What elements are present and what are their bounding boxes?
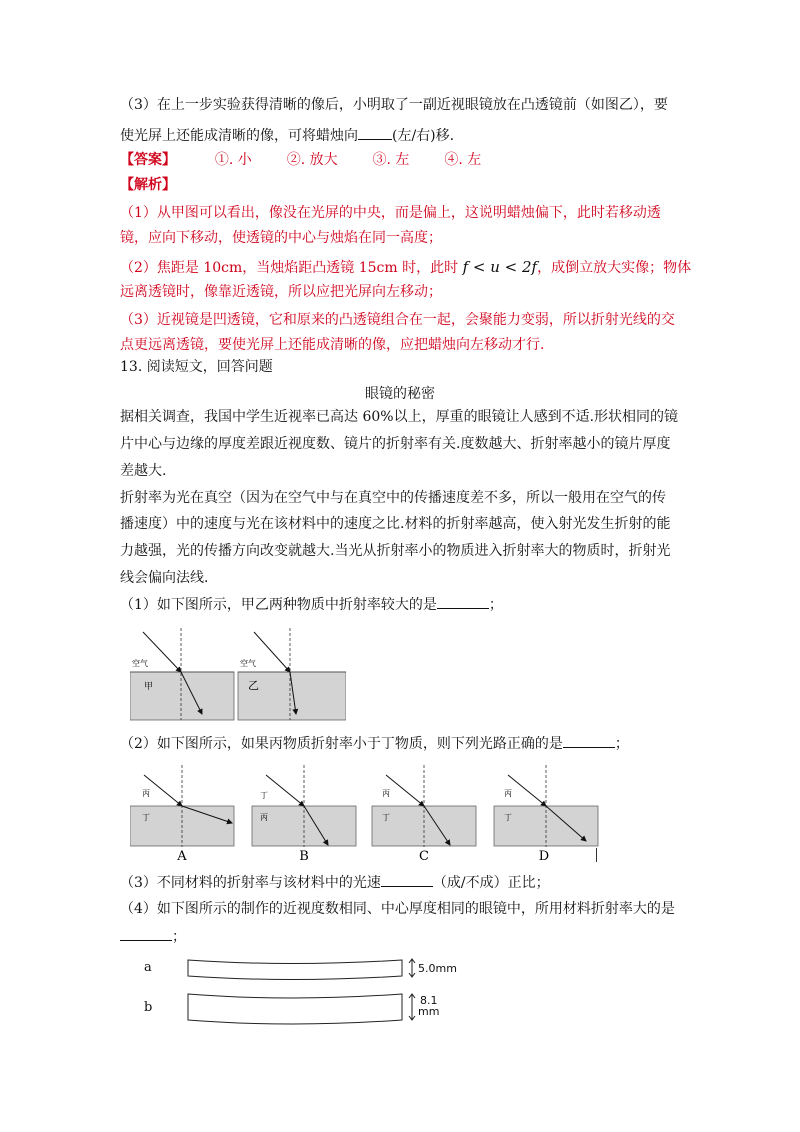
answer-blank bbox=[120, 926, 172, 941]
cursor-bar bbox=[596, 848, 597, 862]
answer-line bbox=[120, 150, 481, 170]
para2-l4: 线会偏向法线. bbox=[120, 570, 209, 586]
lens-a bbox=[188, 960, 402, 980]
option-b-diagram bbox=[252, 765, 356, 864]
sub-q1-text: （1）如下图所示，甲乙两种物质中折射率较大的是 bbox=[120, 597, 437, 613]
q3-line2 bbox=[120, 125, 454, 146]
ding-label: 丁 bbox=[504, 813, 512, 822]
bing-label: 丙 bbox=[260, 813, 268, 822]
sub-question-1 bbox=[120, 594, 503, 615]
option-c-diagram bbox=[372, 765, 476, 864]
option-b-label: B bbox=[299, 849, 309, 864]
answer-label: 【答案】 bbox=[120, 152, 176, 168]
answer-blank bbox=[437, 594, 489, 609]
q3-line2-pre: 使光屏上还能成清晰的像，可将蜡烛向 bbox=[120, 128, 358, 144]
para1-l1: 据相关调查，我国中学生近视率已高达 60%以上，厚重的眼镜让人感到不适.形状相同的镜 bbox=[120, 409, 679, 425]
sub-question-3 bbox=[120, 872, 550, 893]
option-d-label: D bbox=[538, 849, 550, 864]
answer-item: ①. 小 bbox=[214, 152, 252, 168]
refraction-options-figure bbox=[130, 765, 600, 865]
bing-label: 丙 bbox=[142, 789, 150, 798]
article-title: 眼镜的秘密 bbox=[365, 386, 435, 402]
analysis-p2-post: ，成倒立放大实像；物体 bbox=[537, 260, 692, 276]
answer-blank bbox=[381, 872, 433, 887]
sub-question-4: （4）如下图所示的制作的近视度数相同、中心厚度相同的眼镜中，所用材料折射率大的是 bbox=[120, 901, 675, 917]
refraction-figure-jia-yi bbox=[130, 628, 346, 722]
q13-heading: 13. 阅读短文，回答问题 bbox=[120, 359, 273, 375]
incident-ray bbox=[143, 632, 181, 672]
answer-blank bbox=[358, 125, 392, 140]
answer-blank bbox=[563, 733, 615, 748]
yi-label: 乙 bbox=[248, 679, 259, 692]
sub-question-2 bbox=[120, 733, 629, 754]
bing-label: 丙 bbox=[504, 789, 512, 798]
option-d-diagram bbox=[494, 765, 598, 864]
para2-l3: 力越强，光的传播方向改变就越大.当光从折射率小的物质进入折射率大的物质时，折射光 bbox=[120, 543, 671, 559]
answer-item: ②. 放大 bbox=[286, 152, 338, 168]
para2-l2: 播速度）中的速度与光在该材料中的速度之比.材料的折射率越高，使入射光发生折射的能 bbox=[120, 516, 671, 532]
lens-a-label: a bbox=[144, 960, 152, 975]
option-a-diagram bbox=[130, 765, 234, 864]
lens-a-thickness: 5.0mm bbox=[418, 962, 457, 975]
option-a-label: A bbox=[177, 849, 187, 864]
lens-b bbox=[188, 994, 402, 1024]
analysis-p3-l1: （3）近视镜是凹透镜，它和原来的凸透镜组合在一起，会聚能力变弱，所以折射光线的交 bbox=[120, 312, 675, 328]
q3-line2-post: (左/右)移. bbox=[392, 128, 455, 144]
sub-question-4-l2 bbox=[120, 926, 186, 947]
ding-label: 丁 bbox=[142, 813, 150, 822]
lens-b-thickness-unit: mm bbox=[418, 1005, 440, 1018]
analysis-p3-l2: 点更远离透镜，要使光屏上还能成清晰的像，应把蜡烛向左移动才行. bbox=[120, 337, 545, 353]
lens-b-label: b bbox=[144, 1000, 153, 1015]
analysis-p1-l2: 镜，应向下移动，使透镜的中心与烛焰在同一高度； bbox=[120, 230, 442, 246]
sub-q1-end: ； bbox=[488, 597, 503, 613]
sub-q3-post: （成/不成）正比； bbox=[432, 875, 550, 891]
para1-l3: 差越大. bbox=[120, 463, 167, 479]
ding-label: 丁 bbox=[382, 813, 390, 822]
ding-label: 丁 bbox=[260, 791, 268, 800]
sub-q2-text: （2）如下图所示，如果丙物质折射率小于丁物质，则下列光路正确的是 bbox=[120, 736, 563, 752]
answer-item: ③. 左 bbox=[372, 152, 410, 168]
lens-b-thickness-num: 8.1 bbox=[420, 994, 438, 1007]
option-c-label: C bbox=[419, 849, 429, 864]
analysis-p1-l1: （1）从甲图可以看出，像没在光屏的中央，而是偏上，这说明蜡烛偏下，此时若移动透 bbox=[120, 205, 661, 221]
analysis-p2-l2: 远离透镜时，像靠近透镜，所以应把光屏向左移动； bbox=[120, 284, 442, 300]
sub-q3-pre: （3）不同材料的折射率与该材料中的光速 bbox=[120, 875, 381, 891]
bing-label: 丙 bbox=[382, 789, 390, 798]
jia-label: 甲 bbox=[144, 682, 154, 692]
analysis-p2-pre: （2）焦距是 10cm，当烛焰距凸透镜 15cm 时，此时 bbox=[120, 260, 459, 276]
formula: f < u < 2f bbox=[462, 258, 538, 276]
air-label: 空气 bbox=[240, 659, 256, 668]
medium-jia bbox=[130, 672, 234, 720]
incident-ray bbox=[254, 632, 290, 672]
sub-q2-end: ； bbox=[614, 736, 629, 752]
analysis-p2-l1 bbox=[120, 257, 691, 278]
analysis-label: 【解析】 bbox=[120, 177, 176, 193]
q3-line1: （3）在上一步实验获得清晰的像后，小明取了一副近视眼镜放在凸透镜前（如图乙），要 bbox=[120, 97, 668, 113]
para1-l2: 片中心与边缘的厚度差跟近视度数、镜片的折射率有关.度数越大、折射率越小的镜片厚度 bbox=[120, 436, 671, 452]
sub-q4-end: ； bbox=[172, 929, 186, 945]
answer-item: ④. 左 bbox=[444, 152, 482, 168]
para2-l1: 折射率为光在真空（因为在空气中与在真空中的传播速度差不多，所以一般用在空气的传 bbox=[120, 490, 666, 506]
air-label: 空气 bbox=[132, 659, 148, 668]
